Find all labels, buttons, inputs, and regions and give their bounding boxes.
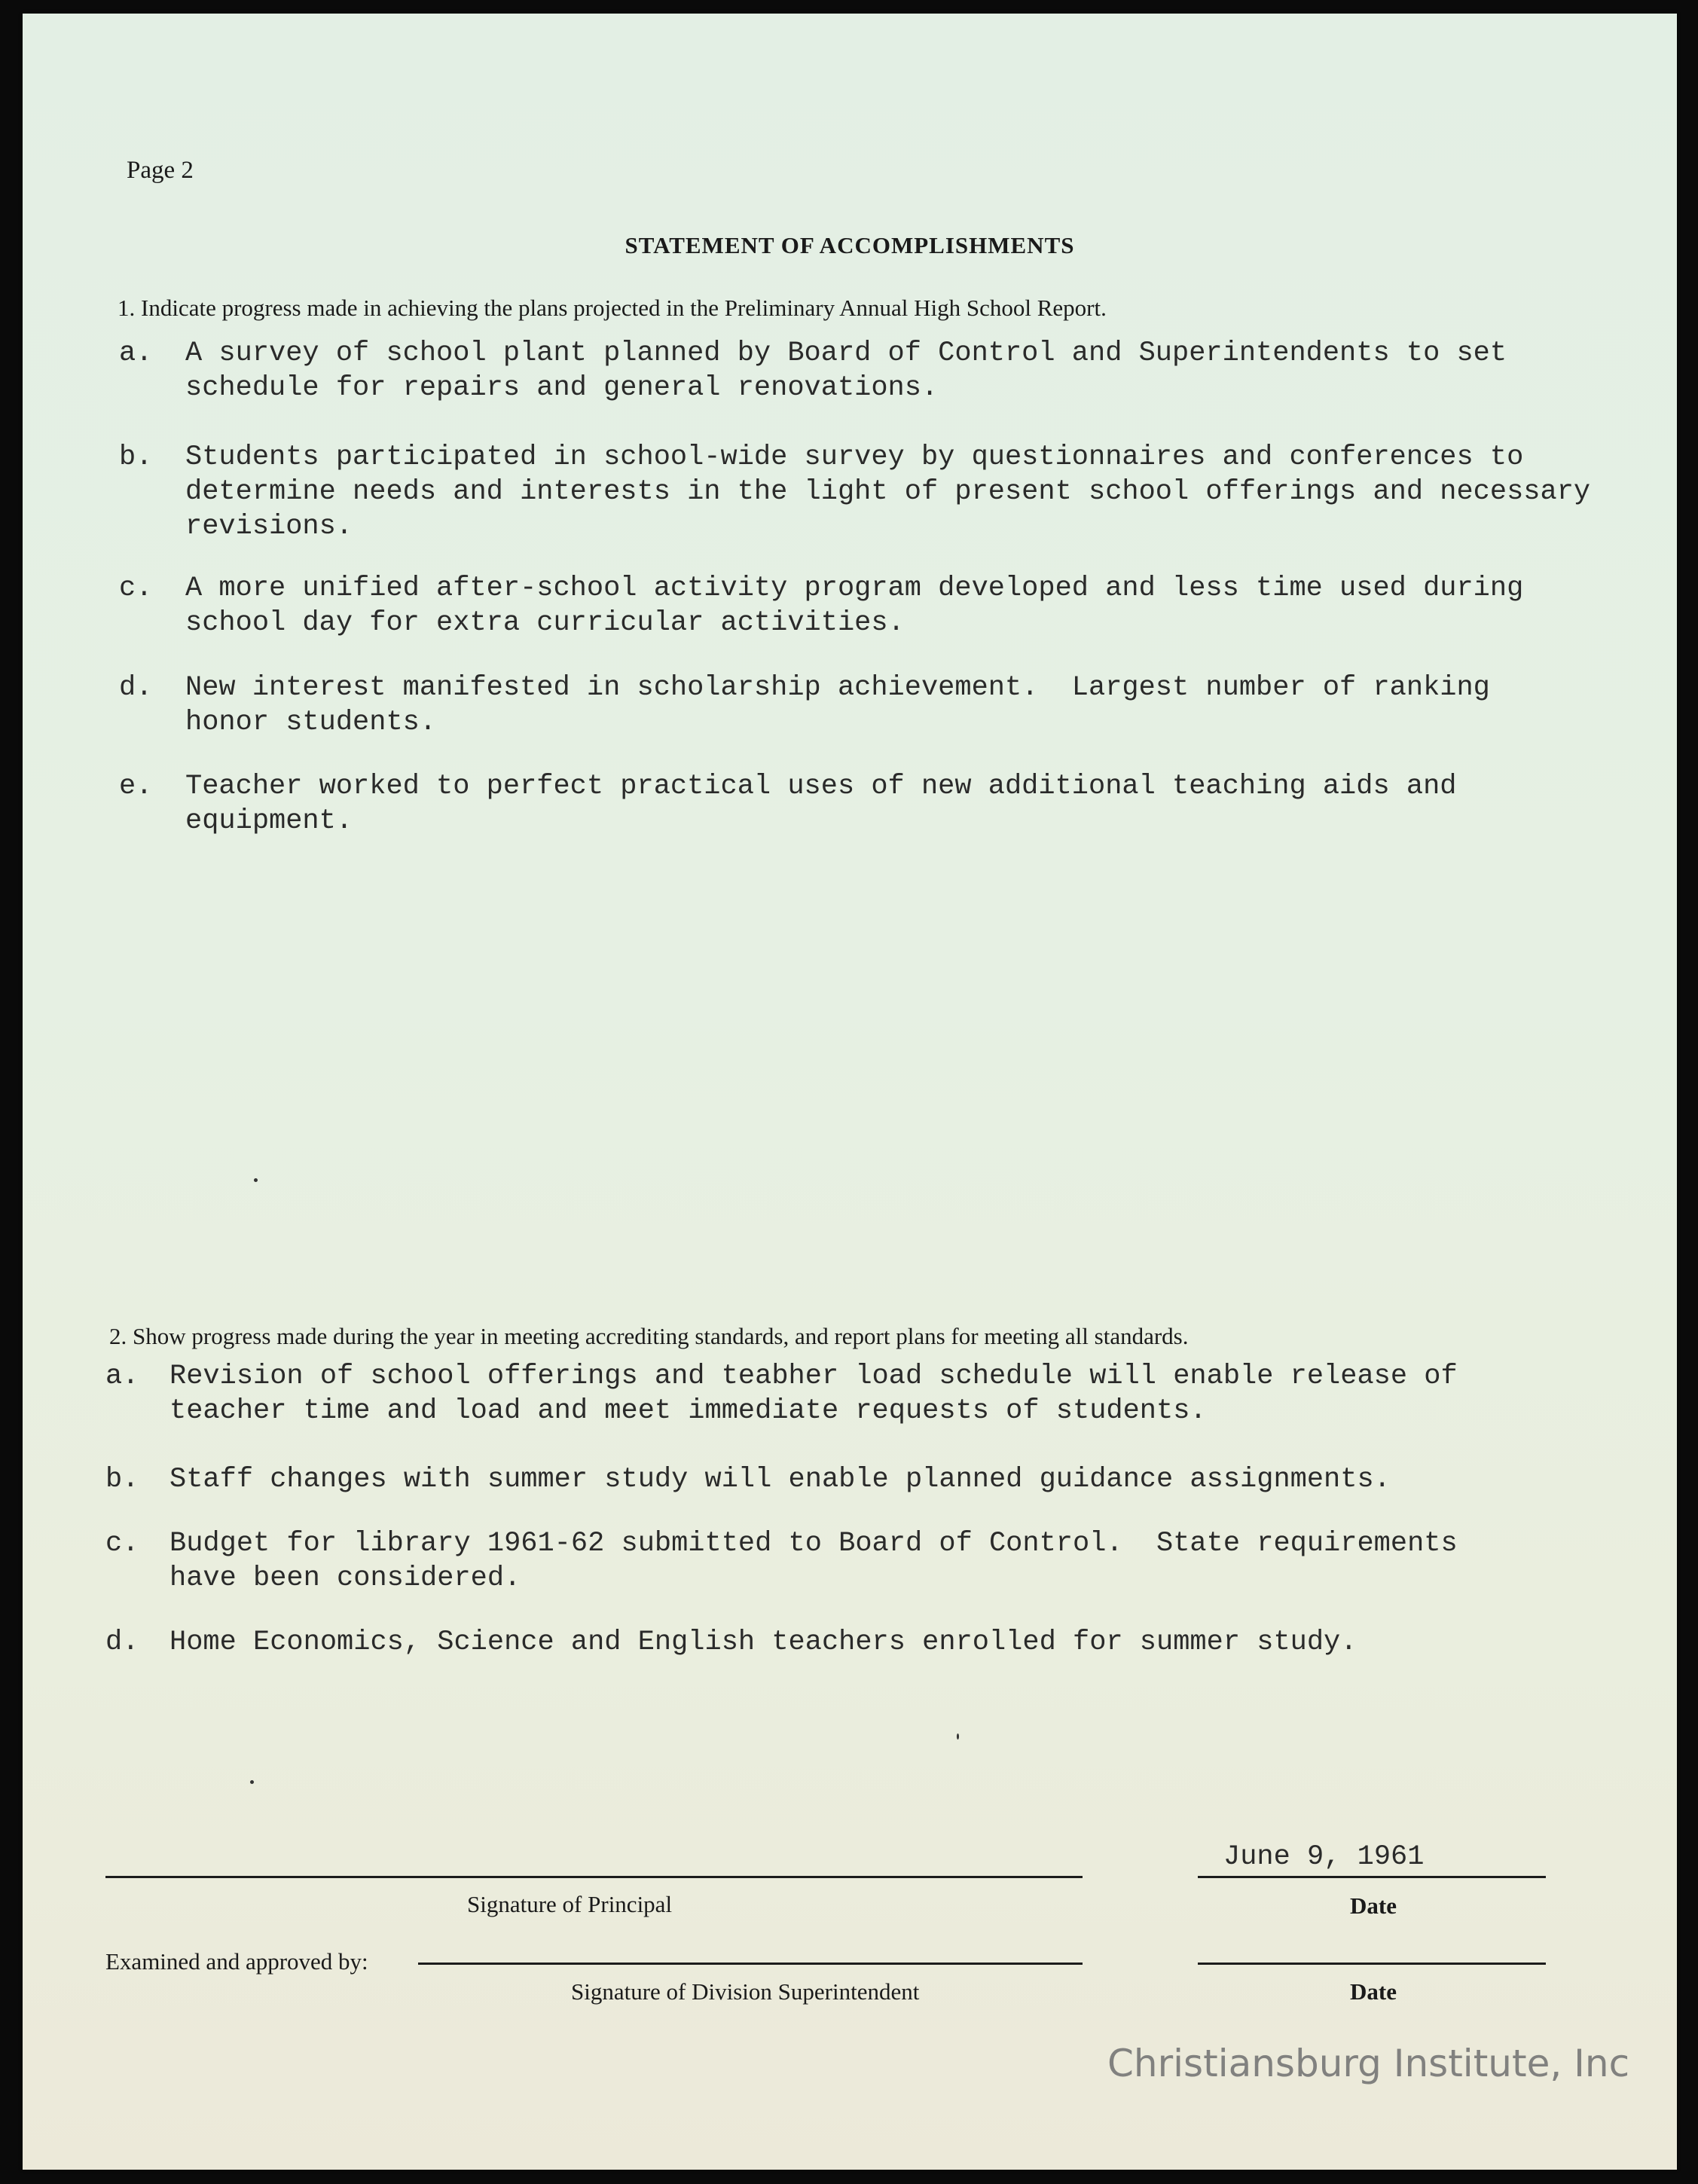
item-line: Staff changes with summer study will enable planned guidance assignments. [169,1464,1391,1495]
item-line: teacher time and load and meet immediate requests of students. [169,1395,1207,1427]
item-line: have been considered. [169,1562,521,1594]
section1-prompt: 1. Indicate progress made in achieving the plans projected in the Preliminary Annual High School Report. [118,295,1107,321]
date-line-2 [1198,1963,1546,1965]
item-line: Students participated in school-wide survey by questionnaires and conferences to [185,441,1524,473]
page-title: STATEMENT OF ACCOMPLISHMENTS [625,232,1075,258]
item-line: school day for extra curricular activities. [185,607,905,639]
page-number: Page 2 [127,157,194,184]
item-line: New interest manifested in scholarship achievement. Largest number of ranking [185,672,1490,704]
paper-speck [250,1780,254,1784]
superintendent-signature-caption: Signature of Division Superintendent [571,1978,920,2005]
item-letter: b. [119,441,153,473]
item-line: equipment. [185,805,353,837]
item-letter: e. [119,771,153,802]
item-line: honor students. [185,707,437,738]
paper-speck [957,1733,959,1740]
watermark: Christiansburg Institute, Inc [1107,2042,1630,2085]
item-line: Teacher worked to perfect practical uses of new additional teaching aids and [185,771,1457,802]
item-line: Revision of school offerings and teabher load schedule will enable release of [169,1361,1458,1392]
date-line [1198,1876,1546,1878]
item-line: A survey of school plant planned by Board of Control and Superintendents to set [185,338,1507,369]
item-line: schedule for repairs and general renovations. [185,372,939,404]
examined-approved-label: Examined and approved by: [105,1948,368,1975]
item-line: Home Economics, Science and English teachers enrolled for summer study. [169,1627,1357,1658]
paper-speck [254,1178,258,1182]
section2-prompt: 2. Show progress made during the year in meeting accrediting standards, and report plans for meeting all standards. [109,1323,1189,1349]
item-letter: c. [105,1528,139,1559]
item-line: revisions. [185,511,353,542]
item-letter: a. [119,338,153,369]
item-letter: d. [105,1627,139,1658]
item-letter: a. [105,1361,139,1392]
date-caption-2: Date [1350,1978,1397,2005]
principal-signature-line [105,1876,1083,1878]
document-page [23,14,1677,2170]
item-line: A more unified after-school activity program developed and less time used during [185,573,1524,604]
item-letter: d. [119,672,153,704]
date-caption: Date [1350,1892,1397,1919]
date-value: June 9, 1961 [1223,1841,1425,1873]
superintendent-signature-line [418,1963,1083,1965]
item-line: determine needs and interests in the light of present school offerings and necessary [185,476,1591,508]
principal-signature-caption: Signature of Principal [467,1891,673,1917]
item-letter: b. [105,1464,139,1495]
item-letter: c. [119,573,153,604]
item-line: Budget for library 1961-62 submitted to Board of Control. State requirements [169,1528,1458,1559]
